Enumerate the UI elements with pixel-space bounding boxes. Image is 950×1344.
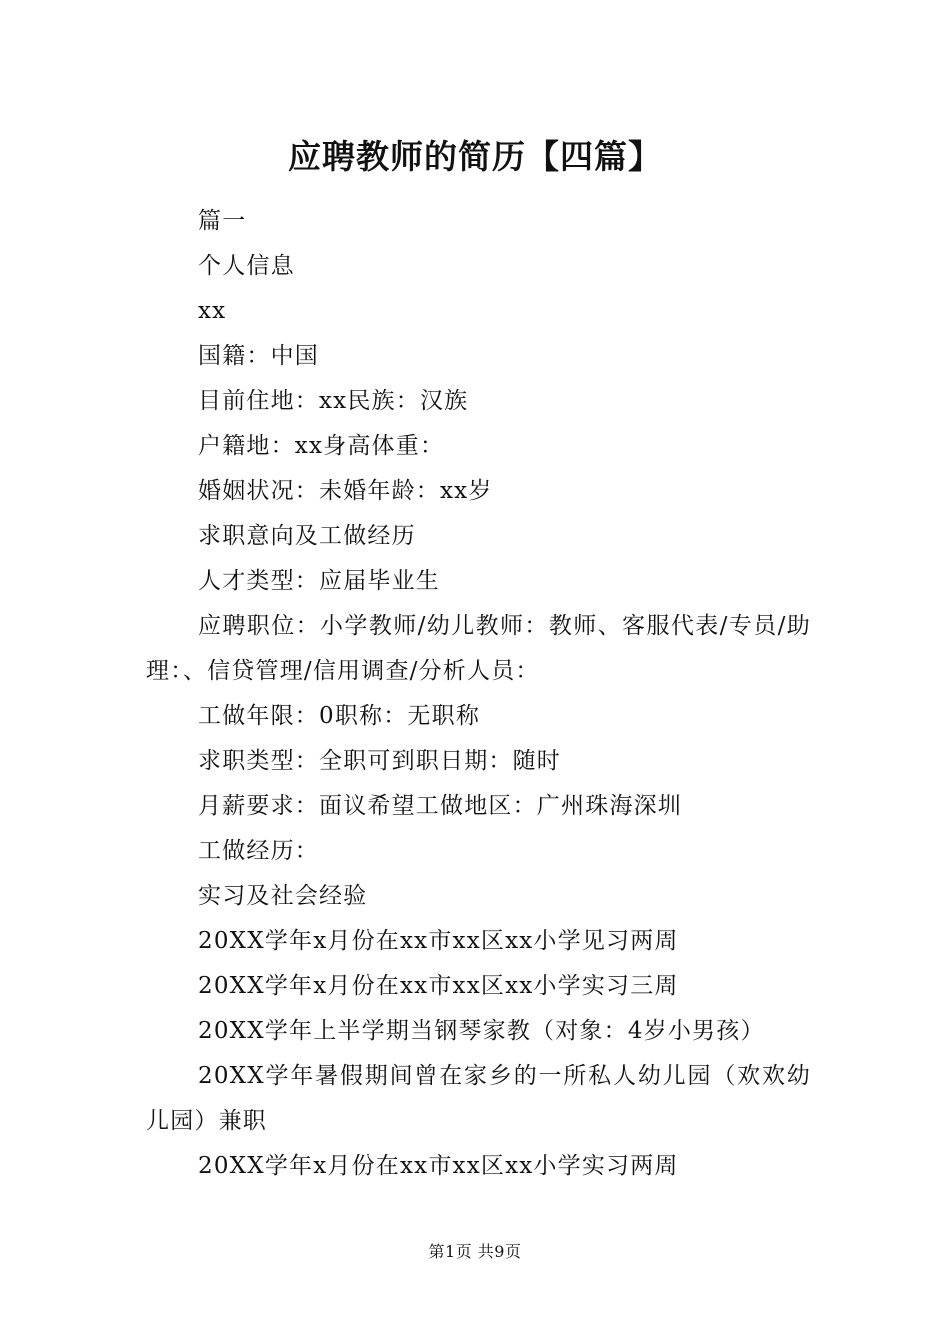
- document-body: [146, 199, 811, 1189]
- paragraph: 月薪要求：面议希望工做地区：广州珠海深圳: [198, 793, 682, 819]
- paragraph: 求职类型：全职可到职日期：随时: [198, 748, 561, 774]
- document-title: 应聘教师的简历【四篇】: [288, 137, 662, 176]
- paragraph: 20XX学年x月份在xx市xx区xx小学实习两周: [198, 1153, 679, 1179]
- paragraph: 实习及社会经验: [198, 883, 368, 909]
- paragraph: 婚姻状况：未婚年龄：xx岁: [198, 478, 493, 504]
- paragraph: 求职意向及工做经历: [198, 523, 416, 549]
- paragraph: 目前住地：xx民族：汉族: [198, 388, 469, 414]
- paragraph: 人才类型：应届毕业生: [198, 568, 440, 594]
- paragraph: 应聘职位：小学教师/幼儿教师：教师、客服代表/专员/助理：、信贷管理/信用调查/分析人员：: [146, 613, 811, 684]
- page-footer: 第1页 共9页: [428, 1242, 522, 1261]
- paragraph: 个人信息: [198, 253, 295, 279]
- paragraph: 工做年限：0职称：无职称: [198, 703, 481, 729]
- paragraph: 篇一: [198, 208, 247, 234]
- paragraph: 户籍地：xx身高体重：: [198, 433, 445, 459]
- paragraph: xx: [198, 298, 227, 324]
- paragraph: 20XX学年x月份在xx市xx区xx小学见习两周: [198, 928, 679, 954]
- paragraph: 20XX学年上半学期当钢琴家教（对象：4岁小男孩）: [198, 1018, 765, 1044]
- paragraph: 20XX学年暑假期间曾在家乡的一所私人幼儿园（欢欢幼儿园）兼职: [146, 1063, 811, 1134]
- paragraph: 工做经历：: [198, 838, 319, 864]
- paragraph: 国籍：中国: [198, 343, 319, 369]
- paragraph: 20XX学年x月份在xx市xx区xx小学实习三周: [198, 973, 679, 999]
